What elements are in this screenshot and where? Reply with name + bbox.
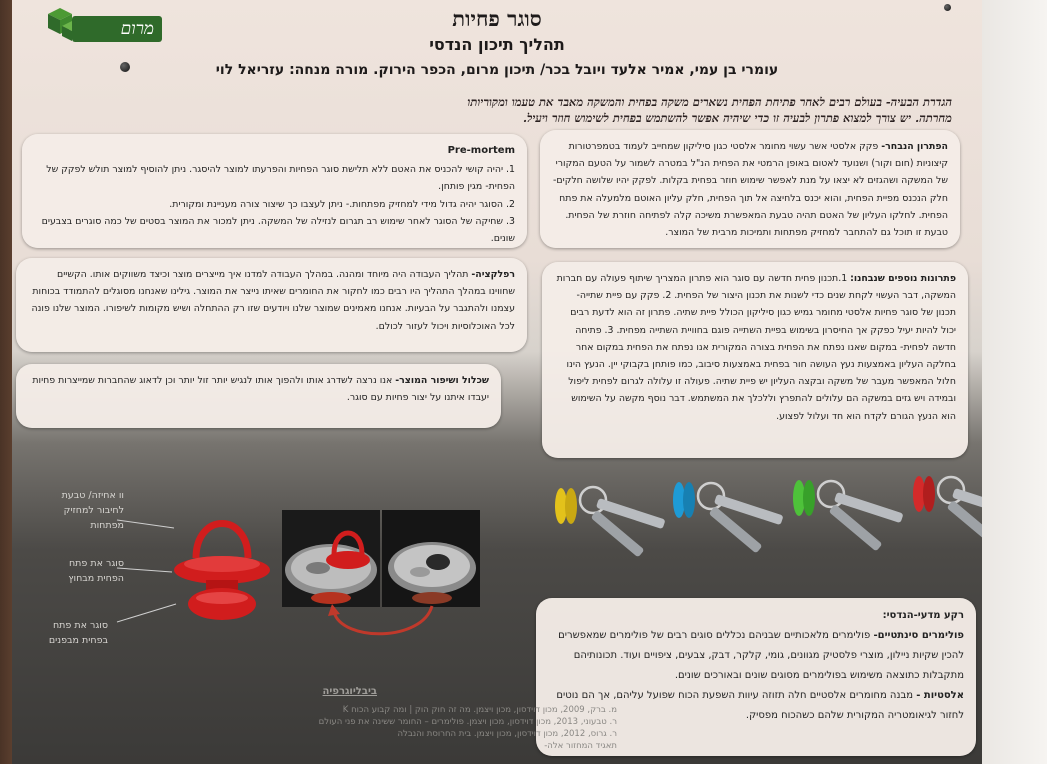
background-heading: רקע מדעי-הנדסי: (882, 610, 964, 621)
logo-text: מרום (72, 16, 162, 42)
keychain-blue (673, 482, 784, 554)
premortem-item: 2. הסוגר יהיה גדול מידי למחזיק מפתחות.- ניתן לעצבו כך שיצור צורה מעניינת ומקורית. (169, 198, 515, 210)
bibliography-item: מ. ברק, 2009, מכון דוידסון, מכון ויצמן. מה זה חוק הוק | ומה קבוע הכוח K (342, 705, 617, 715)
chosen-solution-panel (540, 130, 960, 248)
wall-right (977, 0, 1047, 764)
poster-title: סוגר פחיות (452, 6, 542, 31)
alternatives-heading: פתרונות נוספים שנבחנו: (850, 273, 956, 284)
bibliography-list (317, 704, 617, 752)
premortem-panel (22, 134, 527, 248)
poster-subtitle: תהליך תיכון הנדסי (429, 35, 565, 54)
can-photos (282, 510, 482, 640)
reflection-text: תהליך העבודה היה מיוחד ומהנה. במהלך העבודה למדנו איך מייצרים מוצר וכיצד משווקים אותו. הקשיים שחווינו במהלך התהליך היו רבים כמו לחקור את החומרים שאיתו נייצר את המוצר. גילינו שאנחנו מסוגלים להתמודד בכוחות עצמנו ולהתגבר על הבעיות. אנחנו מאמינים שמוצר שלנו ויודעים שזו רק ההתחלה ושיש מקומות לשיפורו. המוצר שלנו פונה לכל האוכלוסיות ויכול לעזור לכולם. (31, 269, 515, 332)
premortem-item: 1. יהיה קושי להכניס את האטם ללא תלישת סוגר הפחיות והפרעתו למוצר להיסגר. ניתן להוסיף למוצר תולש לפקק של הפחית- מגין פותחן. (46, 164, 515, 193)
polymers-heading: פולימרים סינתטיים- (873, 630, 964, 641)
alternatives-panel (542, 262, 968, 458)
bibliography-title: ביבליוגרפיה (322, 686, 377, 697)
background-polymers (548, 626, 964, 686)
alternatives-body (554, 270, 956, 425)
label-outer-seal: סוגר את פתח הפחית מבחוץ (68, 558, 124, 584)
improvement-heading: שכלול ושיפור המוצר- (395, 375, 489, 386)
problem-definition-line1: הגדרת הבעיה- בעולם רבים לאחר פתיחת הפחית נשארים משקה בפחית והמשקה מאבד את טעמו ומקוריותו (467, 95, 952, 109)
reflection-heading: רפלקציה- (471, 269, 515, 280)
premortem-item: 3. שחיקה של הסוגר לאחר שימוש רב תגרום לנזילה של המשקה. ניתן למכור את המוצר בסטים של כמה סוגרים בצבעים שונים. (41, 215, 515, 245)
problem-definition (182, 94, 952, 126)
elasticity-heading: אלסטיות - (916, 690, 964, 701)
can-with-closure-photo (282, 510, 380, 607)
chosen-solution-heading: הפתרון הנבחר- (881, 141, 948, 152)
reflection-panel (16, 258, 527, 352)
label-ring: וו אחיזה/ טבעת לחיבור למחזיק מפתחות (61, 490, 124, 531)
colored-keychains-illustration (547, 468, 982, 568)
label-inner-seal: סוגר את פתח בפחית מבפנים (48, 620, 108, 646)
poster (12, 0, 982, 764)
keychain-yellow (555, 487, 666, 558)
improvement-body (28, 372, 489, 406)
keychain-green (793, 480, 904, 552)
premortem-heading: Pre-mortem (447, 145, 515, 156)
polymers-text: פולימרים מלאכותיים שבניהם נכללים סוגים רבים של פולימרים שמאפשרים להכין שקיות ניילון, מוצרי פלסטיק מגוונים, גומי, קלקר, דבק, צבעים, ציפויים ועוד. תכונותיהם מתקבלות כתוצאה משימוש בפולימרים מסוגים שונים ובאורכים שונים. (558, 630, 964, 681)
improvement-panel (16, 364, 501, 428)
problem-definition-line2: מחרתה. יש צורך למצוא פתרון לבעיה זו כדי שיהיה אפשר להשתמש בפחית לשימוש חוזר ויעיל. (523, 111, 952, 125)
poster-authors: עומרי בן עמי, אמיר אלעד ויובל בכר/ תיכון מרום, הכפר הירוק. מורה מנחה: עזריאל לוי (215, 62, 779, 78)
open-can-photo (382, 510, 480, 607)
bibliography-item: ר. טבעוני, 2013, מכון דוידסון, מכון ויצמן. פולימרים – החומר ששינה את פני העולם (318, 717, 617, 727)
alternatives-text: 1.תכנון פחית חדשה עם סוגר הוא פתרון המצריך שיתוף פעולה עם חברות המשקה, דבר העשוי לקחת שנים כדי לשנות את תכנון היצור של הפחית. 2. פקק עם פיית שתייה- תכנון של סוגר פחיות אלסטי מחומר גמיש כגון סיליקון הכולל פיית שתיה. פתרון זה הוא לדעת רבים יכול להיות יעיל כפקק אך החיסרון בשימוש בפיית השתייה פוגם בחוויית השתייה מפחית. 3. פתיחה חדשה לפחית- במקום שאנו נפתח את הפחית בצורה המקורית אנו נפתח את הפחית במקום אחר בחלקה העליון באמצעות נעץ העושה חור בפחית באמצעות סיבוב, כמו פותחן בקבוקי יין. הנעץ הינו חלול המאפשר מעבר של משקה ובקצה העליון יש פיית שתיה. פעולה זו עלולה לגרום לפחית ליפול ובמידה ויש גזים במשקה הם עלולים להתפרץ וללכלך את המשתמש. דבר נוסף מקשה על השימוש הוא הנעץ הגורם לקדח הוא חד ועלול לפצוע. (556, 273, 956, 422)
curved-arrow-icon (322, 602, 442, 642)
keychain-red (913, 476, 982, 543)
chosen-solution-body (552, 138, 948, 241)
elasticity-text: מבנה מחומרים אלסטיים חלה תזוזה עיוות השפעת הכוח שפועל עליהם, אך הם נוטים לחזור לגיאומטריה המקורית שלהם כשהכוח מפסיק. (556, 690, 964, 721)
bibliography-item: תאגיד המחזור אלה- (544, 741, 617, 751)
chosen-solution-text: פקק אלסטי אשר עשוי מחומר אלסטי כגון סיליקון שמחייב לעמוד בטמפרטורות קיצוניות (חום וקור) ושנועד לאטום באופן הרמטי את הפחית הנ"ל במטרה לשמור על הטעם המקורי של המשקה ושהגזים לא יצאו על מנת לאפשר שימוש חוזר בפחית בקלות. לפקק יהיו שלושה חלקים- חלק הנכנס מפיית הפחית, והוא יכנס בלחיצה אל תוך הפחית, חלק עליון האוטם מלמעלה את פתח הפחית. לחלקו העליון של האטם תהיה טבעת המאפשרת משיכה קלה לפתיחה חוזרת של הפחית. טבעת זו תוכל גם להתחבר למחזיק מפתחות ותמיכות מרבית של המוצר. (553, 141, 948, 239)
improvement-text: אנו נרצה לשדרג אותו ולהפוך אותו לנגיש יותר זול יותר וכן לדאוג שהחברות שמייצרות פחיות יעבדו איתנו על יצור פחיות עם סוגר. (32, 375, 489, 404)
reflection-body (28, 266, 515, 335)
bibliography-item: ר. גרוס, 2012, מכון דוידסון, מכון ויצמן. בית החרוסת והנבלה (397, 729, 617, 739)
